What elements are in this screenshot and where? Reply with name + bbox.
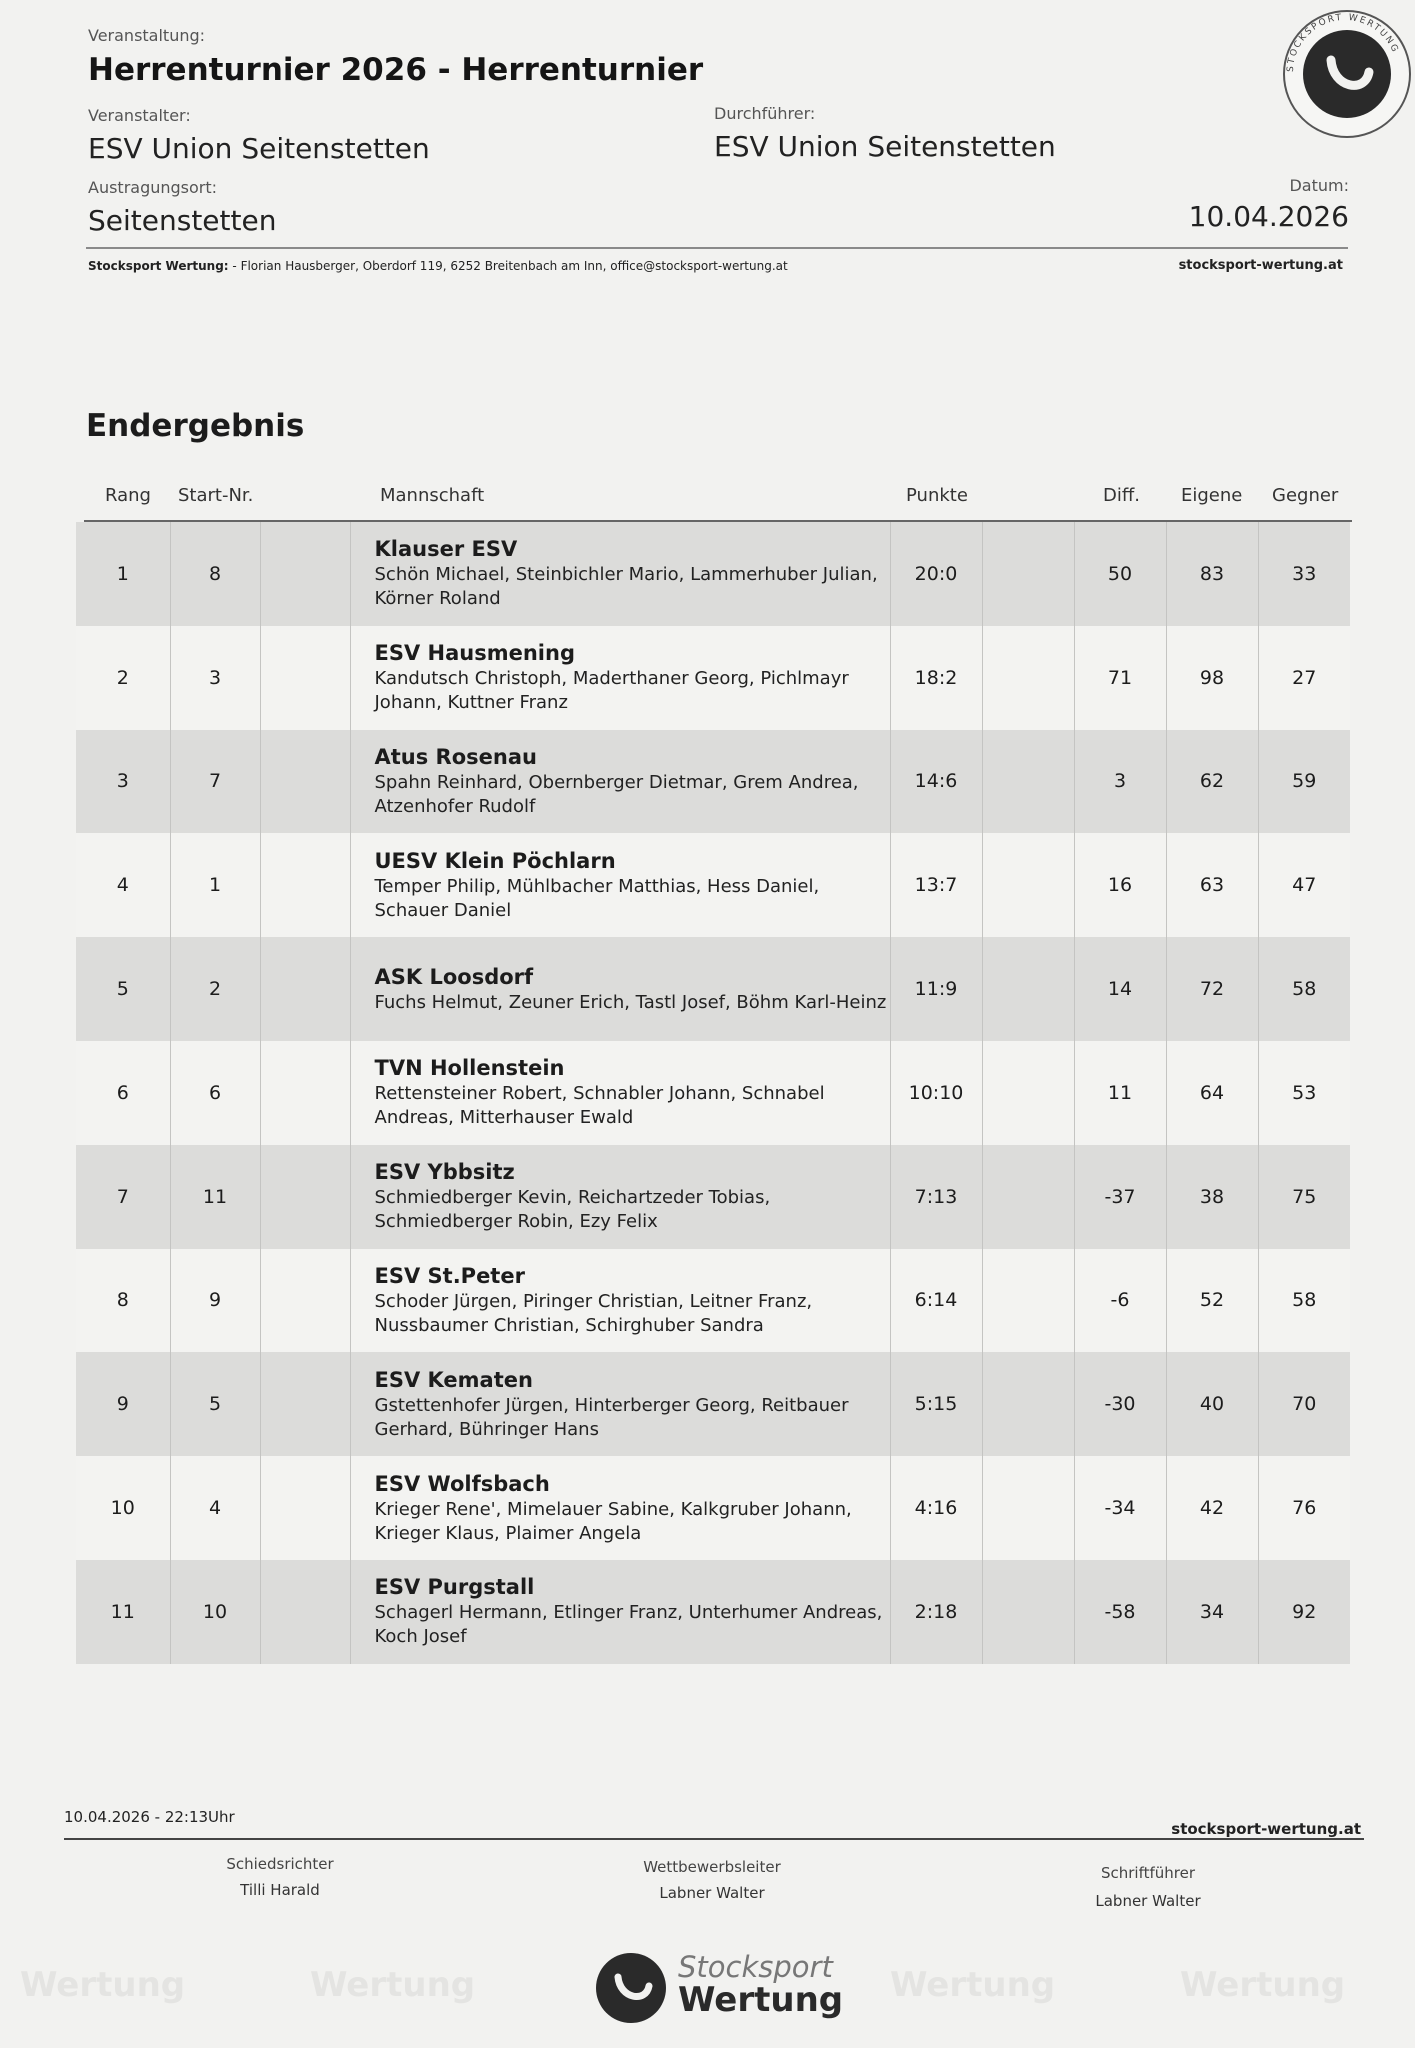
spacer-cell (260, 1456, 350, 1560)
spacer-cell (260, 1352, 350, 1456)
team-cell (350, 1352, 890, 1456)
points-cell: 2:18 (890, 1560, 982, 1664)
rank-cell: 9 (116, 1393, 129, 1416)
organizer-value: ESV Union Seitenstetten (88, 132, 430, 165)
table-row (76, 833, 1350, 937)
diff-cell: 50 (1074, 522, 1166, 626)
spacer-cell (260, 1145, 350, 1249)
diff-cell: -30 (1074, 1352, 1166, 1456)
start-number-cell: 11 (170, 1145, 260, 1249)
rank-cell: 10 (110, 1497, 135, 1520)
event-title: Herrenturnier 2026 - Herrenturnier (88, 52, 704, 88)
spacer-cell (982, 1145, 1074, 1249)
logo-disc-icon (1303, 30, 1391, 118)
bottom-logo-line1: Stocksport (678, 1950, 833, 1984)
section-title: Endergebnis (86, 408, 305, 444)
own-score-cell: 42 (1166, 1456, 1258, 1560)
logo-ring-text: STOCKSPORT WERTUNG (1285, 12, 1401, 73)
team-members: Schmiedberger Kevin, Reichartzeder Tobias, Schmiedberger Robin, Ezy Felix (374, 1187, 771, 1233)
team-name: UESV Klein Pöchlarn (374, 848, 616, 873)
rank-cell: 11 (110, 1600, 135, 1623)
table-row (76, 626, 1350, 730)
team-cell (350, 1145, 890, 1249)
own-score-cell: 98 (1166, 626, 1258, 730)
bottom-logo-icon (596, 1953, 666, 2023)
spacer-cell (260, 1041, 350, 1145)
venue-value: Seitenstetten (88, 204, 277, 237)
own-score-cell: 72 (1166, 937, 1258, 1041)
table-row (76, 1041, 1350, 1145)
team-name: ESV Ybbsitz (374, 1160, 515, 1185)
team-members: Gstettenhofer Jürgen, Hinterberger Georg, Reitbauer Gerhard, Bühringer Hans (374, 1394, 849, 1440)
table-row (76, 1352, 1350, 1456)
table-row (76, 1560, 1350, 1664)
table-row (76, 937, 1350, 1041)
opponent-score-cell: 27 (1258, 626, 1350, 730)
venue-label: Austragungsort: (88, 178, 218, 197)
start-number-cell: 10 (170, 1560, 260, 1664)
col-header-start: Start-Nr. (178, 485, 254, 506)
own-score-cell: 83 (1166, 522, 1258, 626)
opponent-score-cell: 70 (1258, 1352, 1350, 1456)
spacer-cell (982, 1041, 1074, 1145)
team-cell (350, 1560, 890, 1664)
spacer-cell (260, 1249, 350, 1353)
start-number-cell: 1 (170, 833, 260, 937)
team-members: Spahn Reinhard, Obernberger Dietmar, Grem Andrea, Atzenhofer Rudolf (374, 771, 859, 817)
rank-cell: 5 (116, 978, 129, 1001)
team-name: TVN Hollenstein (374, 1056, 565, 1081)
executor-label: Durchführer: (714, 104, 816, 123)
rank-cell: 4 (116, 874, 129, 897)
bottom-swirl-icon (596, 1953, 666, 2023)
points-cell: 18:2 (890, 626, 982, 730)
start-number-cell: 8 (170, 522, 260, 626)
watermark-1: Wertung (20, 1965, 186, 2005)
footer-divider (64, 1838, 1364, 1840)
rank-cell: 6 (116, 1081, 129, 1104)
diff-cell: 71 (1074, 626, 1166, 730)
col-header-gegner: Gegner (1272, 485, 1339, 506)
executor-value: ESV Union Seitenstetten (714, 130, 1056, 163)
opponent-score-cell: 33 (1258, 522, 1350, 626)
points-cell: 13:7 (890, 833, 982, 937)
table-row (76, 1456, 1350, 1560)
col-header-eigene: Eigene (1181, 485, 1243, 506)
spacer-cell (260, 833, 350, 937)
diff-cell: -37 (1074, 1145, 1166, 1249)
start-number-cell: 6 (170, 1041, 260, 1145)
opponent-score-cell: 76 (1258, 1456, 1350, 1560)
own-score-cell: 52 (1166, 1249, 1258, 1353)
col-header-rang: Rang (105, 485, 151, 506)
points-cell: 14:6 (890, 730, 982, 834)
diff-cell: 3 (1074, 730, 1166, 834)
team-name: ESV Hausmening (374, 641, 575, 666)
spacer-cell (260, 626, 350, 730)
spacer-cell (260, 730, 350, 834)
competition-lead-name: Labner Walter (659, 1884, 765, 1902)
own-score-cell: 62 (1166, 730, 1258, 834)
opponent-score-cell: 47 (1258, 833, 1350, 937)
results-table (76, 522, 1350, 1664)
points-cell: 5:15 (890, 1352, 982, 1456)
team-cell (350, 1249, 890, 1353)
own-score-cell: 64 (1166, 1041, 1258, 1145)
points-cell: 6:14 (890, 1249, 982, 1353)
date-label: Datum: (1289, 176, 1349, 195)
opponent-score-cell: 53 (1258, 1041, 1350, 1145)
spacer-cell (982, 522, 1074, 626)
diff-cell: -34 (1074, 1456, 1166, 1560)
opponent-score-cell: 59 (1258, 730, 1350, 834)
team-members: Schön Michael, Steinbichler Mario, Lammerhuber Julian, Körner Roland (374, 564, 878, 610)
watermark-4: Wertung (1180, 1965, 1346, 2005)
spacer-cell (260, 1560, 350, 1664)
diff-cell: 11 (1074, 1041, 1166, 1145)
rank-cell: 1 (116, 562, 129, 585)
team-name: ASK Loosdorf (374, 964, 534, 989)
team-cell (350, 1456, 890, 1560)
stock-swirl-icon (1303, 30, 1391, 118)
table-row (76, 730, 1350, 834)
date-value: 10.04.2026 (1188, 200, 1349, 233)
start-number-cell: 3 (170, 626, 260, 730)
spacer-cell (982, 1456, 1074, 1560)
watermark-2: Wertung (310, 1965, 476, 2005)
imprint-text: - Florian Hausberger, Oberdorf 119, 6252 Breitenbach am Inn, office@stocksport-wertung.at (228, 259, 788, 273)
team-members: Schoder Jürgen, Piringer Christian, Leitner Franz, Nussbaumer Christian, Schirghuber Sandra (374, 1290, 813, 1336)
start-number-cell: 5 (170, 1352, 260, 1456)
bottom-logo-line2: Wertung (678, 1980, 844, 2020)
referee-label: Schiedsrichter (226, 1855, 334, 1873)
team-name: Atus Rosenau (374, 744, 537, 769)
table-row (76, 1249, 1350, 1353)
spacer-cell (982, 730, 1074, 834)
imprint (88, 259, 788, 273)
team-members: Fuchs Helmut, Zeuner Erich, Tastl Josef, Böhm Karl-Heinz (374, 991, 887, 1013)
team-cell (350, 1041, 890, 1145)
team-cell (350, 522, 890, 626)
team-name: ESV Wolfsbach (374, 1471, 550, 1496)
table-row (76, 522, 1350, 626)
team-name: ESV St.Peter (374, 1263, 525, 1288)
own-score-cell: 63 (1166, 833, 1258, 937)
own-score-cell: 34 (1166, 1560, 1258, 1664)
spacer-cell (260, 522, 350, 626)
diff-cell: -6 (1074, 1249, 1166, 1353)
print-timestamp: 10.04.2026 - 22:13Uhr (64, 1808, 235, 1826)
col-header-punkte: Punkte (906, 485, 968, 506)
points-cell: 10:10 (890, 1041, 982, 1145)
spacer-cell (982, 1560, 1074, 1664)
spacer-cell (982, 1352, 1074, 1456)
team-name: Klauser ESV (374, 537, 518, 562)
event-label: Veranstaltung: (88, 26, 206, 45)
watermark-3: Wertung (890, 1965, 1056, 2005)
team-members: Schagerl Hermann, Etlinger Franz, Unterhumer Andreas, Koch Josef (374, 1602, 883, 1648)
rank-cell: 7 (116, 1185, 129, 1208)
spacer-cell (982, 626, 1074, 730)
points-cell: 11:9 (890, 937, 982, 1041)
recorder-label: Schriftführer (1100, 1864, 1196, 1882)
team-members: Kandutsch Christoph, Maderthaner Georg, Pichlmayr Johann, Kuttner Franz (374, 668, 849, 714)
header-divider (86, 247, 1348, 249)
footer-website: stocksport-wertung.at (1171, 1820, 1361, 1838)
opponent-score-cell: 58 (1258, 937, 1350, 1041)
points-cell: 7:13 (890, 1145, 982, 1249)
team-members: Temper Philip, Mühlbacher Matthias, Hess Daniel, Schauer Daniel (374, 875, 820, 921)
col-header-diff: Diff. (1103, 485, 1140, 506)
start-number-cell: 2 (170, 937, 260, 1041)
points-cell: 20:0 (890, 522, 982, 626)
rank-cell: 8 (116, 1289, 129, 1312)
team-cell (350, 937, 890, 1041)
diff-cell: 14 (1074, 937, 1166, 1041)
diff-cell: -58 (1074, 1560, 1166, 1664)
team-name: ESV Kematen (374, 1367, 533, 1392)
team-cell (350, 730, 890, 834)
opponent-score-cell: 58 (1258, 1249, 1350, 1353)
start-number-cell: 7 (170, 730, 260, 834)
table-row (76, 1145, 1350, 1249)
team-cell (350, 833, 890, 937)
col-header-mannschaft: Mannschaft (380, 485, 485, 506)
start-number-cell: 4 (170, 1456, 260, 1560)
imprint-title: Stocksport Wertung: (88, 259, 229, 273)
referee-name: Tilli Harald (240, 1881, 320, 1899)
team-cell (350, 626, 890, 730)
opponent-score-cell: 75 (1258, 1145, 1350, 1249)
stocksport-logo (1283, 10, 1411, 138)
own-score-cell: 38 (1166, 1145, 1258, 1249)
rank-cell: 3 (116, 770, 129, 793)
opponent-score-cell: 92 (1258, 1560, 1350, 1664)
rank-cell: 2 (116, 666, 129, 689)
recorder-name: Labner Walter (1095, 1892, 1201, 1910)
spacer-cell (982, 1249, 1074, 1353)
header-website: stocksport-wertung.at (1178, 258, 1343, 273)
spacer-cell (982, 833, 1074, 937)
points-cell: 4:16 (890, 1456, 982, 1560)
diff-cell: 16 (1074, 833, 1166, 937)
spacer-cell (982, 937, 1074, 1041)
start-number-cell: 9 (170, 1249, 260, 1353)
own-score-cell: 40 (1166, 1352, 1258, 1456)
team-members: Krieger Rene', Mimelauer Sabine, Kalkgruber Johann, Krieger Klaus, Plaimer Angela (374, 1498, 852, 1544)
spacer-cell (260, 937, 350, 1041)
competition-lead-label: Wettbewerbsleiter (643, 1858, 781, 1876)
organizer-label: Veranstalter: (88, 106, 191, 125)
team-members: Rettensteiner Robert, Schnabler Johann, Schnabel Andreas, Mitterhauser Ewald (374, 1083, 825, 1129)
team-name: ESV Purgstall (374, 1575, 535, 1600)
